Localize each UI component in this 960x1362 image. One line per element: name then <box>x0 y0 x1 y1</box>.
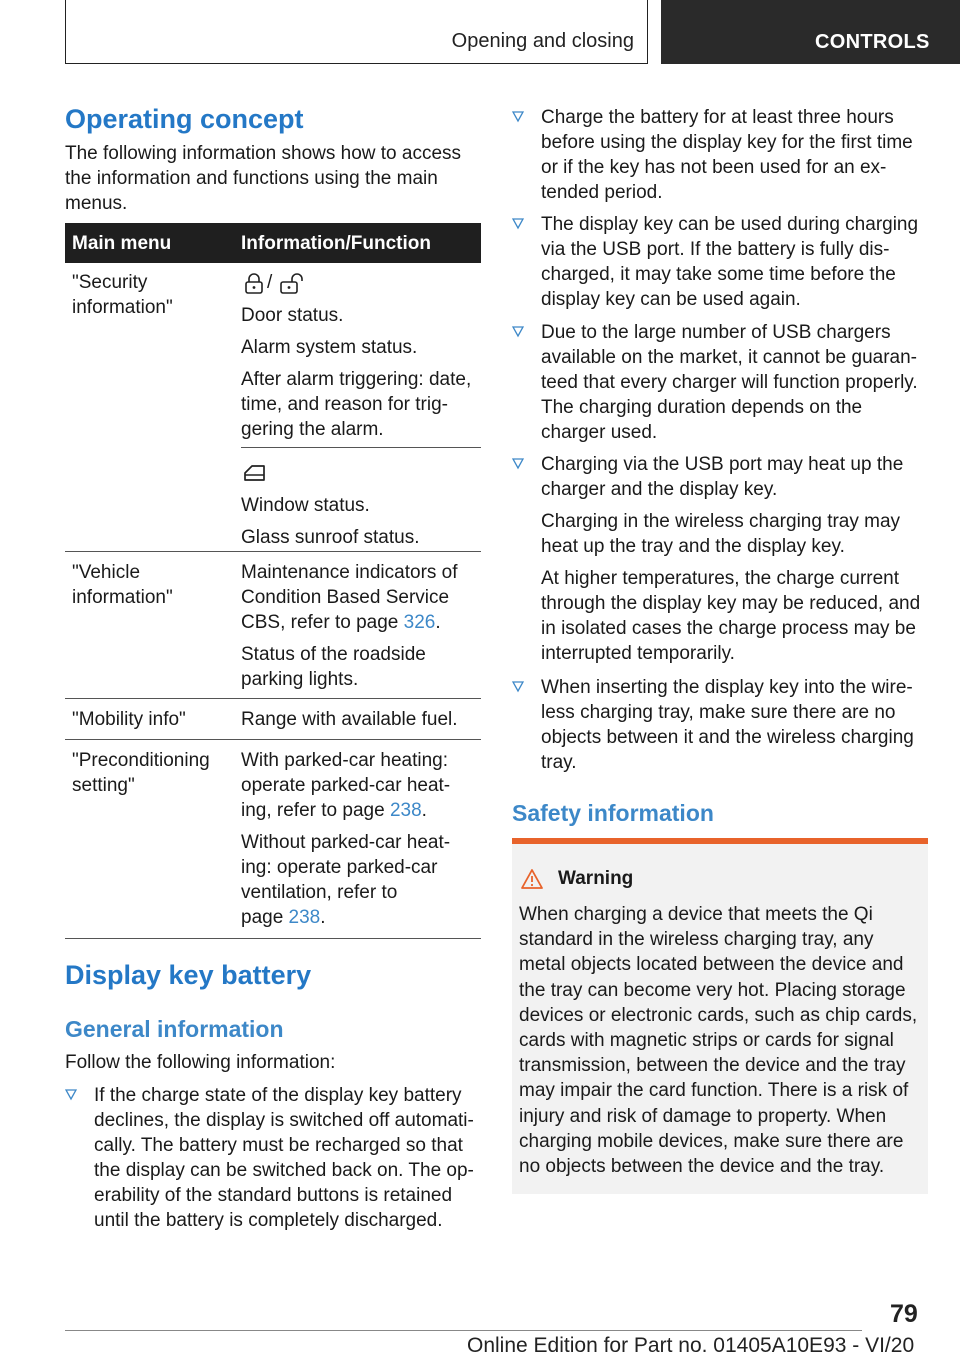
safety-information-heading: Safety information <box>512 800 714 826</box>
bullet-triangle-icon <box>512 320 524 340</box>
window-icon <box>242 463 268 483</box>
menu-security: "Security information" <box>72 272 173 318</box>
header-chapter-box <box>661 0 960 64</box>
icon-separator: / <box>267 272 273 293</box>
bullet-triangle-icon <box>65 1083 77 1103</box>
footer-edition: Online Edition for Part no. 01405A10E93 - VI/20 <box>467 1334 915 1357</box>
alarm-status: Alarm system status. <box>241 337 418 358</box>
security-info <box>241 270 477 442</box>
header-section-title: Opening and closing <box>451 30 634 52</box>
bullet-triangle-icon <box>512 675 524 695</box>
main-menu-table <box>65 223 481 939</box>
page-number: 79 <box>890 1300 918 1328</box>
warning-text: When charging a device that meets the Qi standard in the wireless charging tray, any metal objects located between the device and the tray can become very hot. Placing storage devices or electronic cards, such as chip cards, cards with magnetic strips or cards for signal transmission, between the device and the tray may impair the card function. There is a risk of injury and risk of damage to property. When charging mobile devices, make sure there are no objects between the device and the tray. <box>519 904 918 1178</box>
table-header <box>65 223 481 263</box>
lock-closed-icon <box>244 273 264 295</box>
page-link-238-second[interactable]: 238 <box>288 907 321 928</box>
menu-preconditioning: "Preconditioning setting" <box>72 750 210 796</box>
table-row-preconditioning <box>65 740 481 939</box>
table-header-information: Information/Function <box>241 233 431 254</box>
vehicle-info: Maintenance indicators of Condition Based Service CBS, refer to page 326. Status of the roadside parking lights. <box>241 560 477 692</box>
parking-lights-status: Status of the roadside parking lights. <box>241 644 426 690</box>
table-subdivider <box>241 447 481 448</box>
table-row-vehicle <box>65 552 481 699</box>
door-status: Door status. <box>241 305 344 326</box>
warning-triangle-icon <box>520 868 544 890</box>
menu-vehicle: "Vehicle information" <box>72 562 173 608</box>
operating-concept-heading: Operating concept <box>65 104 304 134</box>
operating-intro: The following information shows how to access the information and functions using the main menus. <box>65 143 462 214</box>
page-link-238[interactable]: 238 <box>389 800 422 821</box>
preconditioning-info: With parked-car heating: operate parked-car heat‐ ing, refer to page 238. Without parked-car heat‐ ing: operate parked-car ventilation, refer to page 238. <box>241 750 451 928</box>
mobility-info: Range with available fuel. <box>241 709 458 730</box>
header-section-box <box>65 0 648 64</box>
page-link-326[interactable]: 326 <box>403 612 436 633</box>
window-status: Window status. <box>241 495 370 516</box>
bullet-triangle-icon <box>512 452 524 472</box>
wireless-tray-heat-note: Charging in the wireless charging tray may heat up the tray and the display key. <box>541 511 901 557</box>
table-row-mobility <box>65 699 481 740</box>
menu-mobility: "Mobility info" <box>72 709 186 730</box>
window-info <box>241 461 477 550</box>
bullet-triangle-icon <box>512 212 524 232</box>
table-row-security <box>65 263 481 552</box>
high-temperature-note: At higher temperatures, the charge current through the display key may be reduced, and in isolated cases the charge process may be interrupted temporarily. <box>541 568 921 664</box>
sunroof-status: Glass sunroof status. <box>241 527 420 548</box>
warning-title: Warning <box>558 868 634 889</box>
table-header-main-menu: Main menu <box>72 233 172 254</box>
alarm-triggering-info: After alarm triggering: date, time, and reason for trig‐ gering the alarm. <box>241 369 472 440</box>
general-information-heading: General information <box>65 1016 284 1042</box>
general-intro: Follow the following information: <box>65 1052 336 1073</box>
lock-open-icon <box>279 273 307 295</box>
display-key-battery-heading: Display key battery <box>65 960 312 990</box>
warning-box <box>512 838 928 1194</box>
bullet-triangle-icon <box>512 105 524 125</box>
footer-divider <box>65 1330 862 1331</box>
header-chapter-title: CONTROLS <box>815 31 930 53</box>
